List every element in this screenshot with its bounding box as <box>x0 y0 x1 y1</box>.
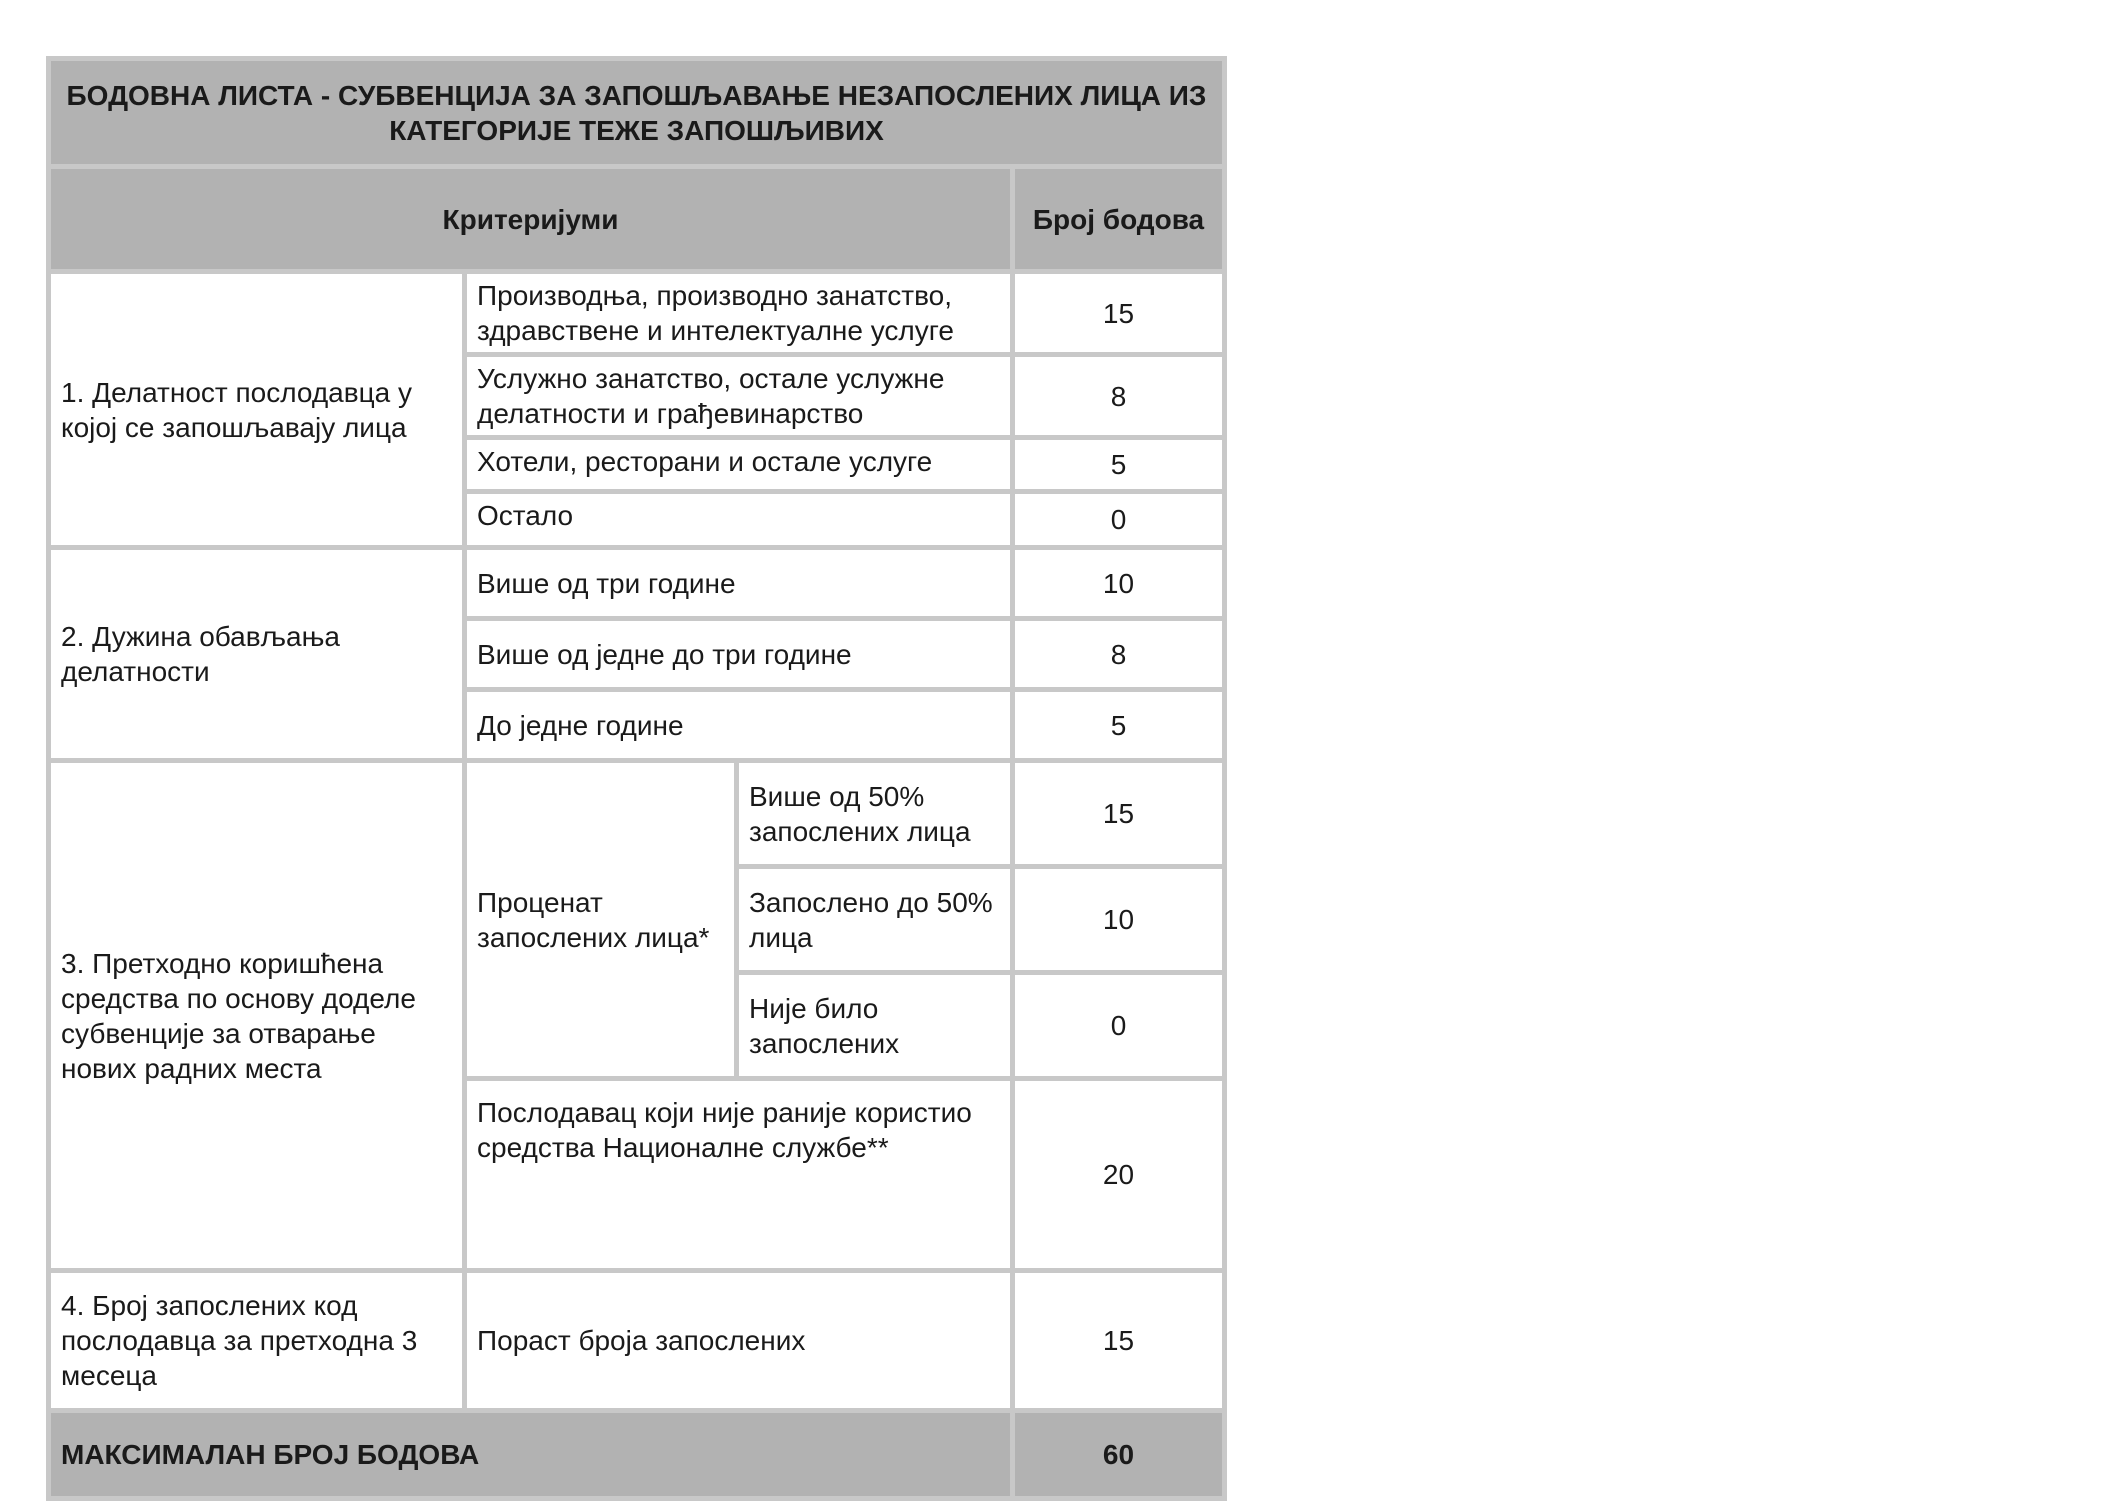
criterion-3-group-option-2: Запослено до 50% лица <box>737 867 1013 973</box>
table-row <box>49 548 1225 619</box>
criterion-1-option-2-points: 8 <box>1013 355 1225 438</box>
title-row <box>49 59 1225 167</box>
criterion-3-option-1: Послодавац који није раније користио средства Националне службе** <box>465 1079 1013 1271</box>
criterion-1-option-4: Остало <box>465 492 1013 548</box>
criterion-2-option-3-points: 5 <box>1013 690 1225 761</box>
criterion-1-option-1-points: 15 <box>1013 272 1225 355</box>
scoring-table <box>46 56 1227 1501</box>
footer-row <box>49 1411 1225 1499</box>
criterion-2-option-3: До једне године <box>465 690 1013 761</box>
criteria-header: Критеријуми <box>49 167 1013 272</box>
table-row <box>49 1271 1225 1411</box>
criterion-1-option-1: Производња, производно занатство, здравствене и интелектуалне услуге <box>465 272 1013 355</box>
criterion-2-option-1: Више од три године <box>465 548 1013 619</box>
criterion-3-group-option-2-points: 10 <box>1013 867 1225 973</box>
points-header: Број бодова <box>1013 167 1225 272</box>
criterion-3-name: 3. Претходно коришћена средства по основу доделе субвенције за отварање нових радних места <box>49 761 465 1271</box>
criterion-4-option-1-points: 15 <box>1013 1271 1225 1411</box>
table-title: БОДОВНА ЛИСТА - СУБВЕНЦИЈА ЗА ЗАПОШЉАВАЊЕ НЕЗАПОСЛЕНИХ ЛИЦА ИЗ КАТЕГОРИЈЕ ТЕЖЕ ЗАПОШЉИВИХ <box>49 59 1225 167</box>
criterion-3-group-label: Проценат запослених лица* <box>465 761 737 1079</box>
criterion-1-name: 1. Делатност послодавца у којој се запошљавају лица <box>49 272 465 548</box>
criterion-2-name: 2. Дужина обављања делатности <box>49 548 465 761</box>
max-points-label: МАКСИМАЛАН БРОЈ БОДОВА <box>49 1411 1013 1499</box>
criterion-3-group-option-1: Више од 50% запослених лица <box>737 761 1013 867</box>
criterion-3-group-option-3: Није било запослених <box>737 973 1013 1079</box>
criterion-1-option-4-points: 0 <box>1013 492 1225 548</box>
criterion-2-option-2: Више од једне до три године <box>465 619 1013 690</box>
header-row <box>49 167 1225 272</box>
criterion-3-option-1-points: 20 <box>1013 1079 1225 1271</box>
criterion-1-option-2: Услужно занатство, остале услужне делатности и грађевинарство <box>465 355 1013 438</box>
criterion-3-group-option-1-points: 15 <box>1013 761 1225 867</box>
table-row <box>49 761 1225 867</box>
criterion-4-name: 4. Број запослених код послодавца за претходна 3 месеца <box>49 1271 465 1411</box>
criterion-3-group-option-3-points: 0 <box>1013 973 1225 1079</box>
max-points-value: 60 <box>1013 1411 1225 1499</box>
table-row <box>49 272 1225 355</box>
criterion-2-option-2-points: 8 <box>1013 619 1225 690</box>
criterion-2-option-1-points: 10 <box>1013 548 1225 619</box>
criterion-1-option-3-points: 5 <box>1013 438 1225 492</box>
criterion-4-option-1: Пораст броја запослених <box>465 1271 1013 1411</box>
criterion-1-option-3: Хотели, ресторани и остале услуге <box>465 438 1013 492</box>
